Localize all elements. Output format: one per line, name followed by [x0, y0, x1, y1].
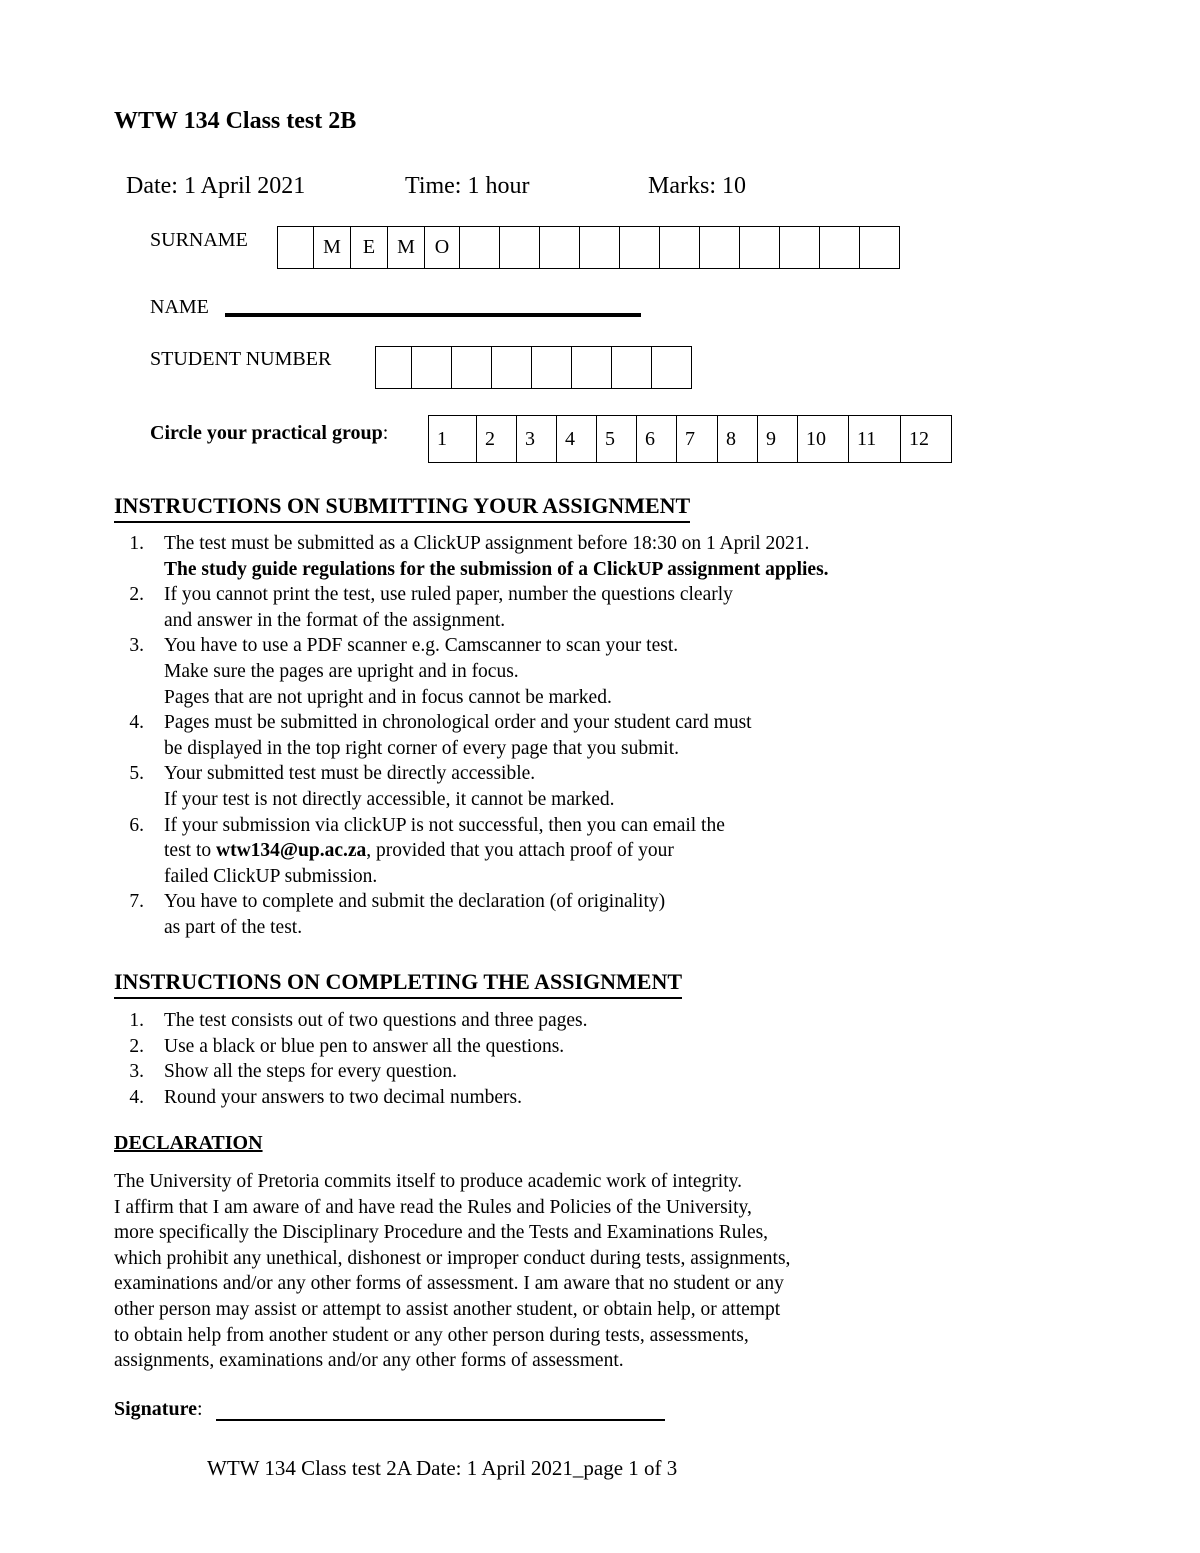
group-option[interactable]: 11	[849, 416, 901, 463]
list-item: 2. Use a black or blue pen to answer all the questions.	[129, 1035, 565, 1057]
group-colon: :	[382, 422, 389, 444]
signature-label-row	[114, 1398, 203, 1421]
student-number-box[interactable]	[652, 347, 692, 389]
group-option[interactable]: 8	[718, 416, 758, 463]
list-item: 1. The test must be submitted as a ClickUP assignment before 18:30 on 1 April 2021. The study guide regulations for the submission of a ClickUP assignment applies.	[129, 533, 829, 580]
surname-box[interactable]	[780, 227, 820, 269]
surname-box[interactable]	[580, 227, 620, 269]
surname-box[interactable]	[278, 227, 314, 269]
surname-box[interactable]	[500, 227, 540, 269]
surname-box[interactable]	[620, 227, 660, 269]
surname-box[interactable]: M	[388, 227, 425, 269]
signature-colon: :	[196, 1398, 203, 1420]
surname-box[interactable]: O	[425, 227, 460, 269]
list-item: 4. Round your answers to two decimal numbers.	[129, 1086, 522, 1108]
student-number-box[interactable]	[376, 347, 412, 389]
group-label: Circle your practical group	[150, 422, 383, 444]
list-item: 1. The test consists out of two questions and three pages.	[129, 1010, 588, 1031]
support-email[interactable]: wtw134@up.ac.za	[216, 840, 367, 862]
list-item: 3. You have to use a PDF scanner e.g. Camscanner to scan your test. Make sure the pages are upright and in focus. Pages that are not upright and in focus cannot be marked.	[129, 635, 679, 708]
declaration-text: The University of Pretoria commits itself to produce academic work of integrity. I affirm that I am aware of and have read the Rules and Policies of the University, more specifically the Disciplinary Procedure and the Tests and Examinations Rules, which prohibit any unethical, dishonest or improper conduct during tests, assignments, examinations and/or any other forms of assessment. I am aware that no student or any other person may assist or attempt to assist another student, or obtain help, or attempt to obtain help from another student or any other person during tests, assessments, assignments, examinations and/or any other forms of assessment.	[114, 1171, 791, 1372]
group-option[interactable]: 9	[758, 416, 798, 463]
group-option[interactable]: 3	[517, 416, 557, 463]
surname-label: SURNAME	[150, 229, 248, 251]
surname-box[interactable]	[860, 227, 900, 269]
group-option[interactable]: 7	[677, 416, 718, 463]
surname-boxes	[277, 226, 900, 269]
student-number-box[interactable]	[532, 347, 572, 389]
completing-heading: INSTRUCTIONS ON COMPLETING THE ASSIGNMENT	[114, 967, 682, 999]
test-date: Date: 1 April 2021	[126, 173, 306, 199]
surname-box[interactable]: E	[351, 227, 388, 269]
student-number-box[interactable]	[612, 347, 652, 389]
signature-field[interactable]	[216, 1419, 665, 1421]
group-option[interactable]: 1	[429, 416, 477, 463]
surname-box[interactable]	[540, 227, 580, 269]
surname-box[interactable]	[460, 227, 500, 269]
surname-box[interactable]	[700, 227, 740, 269]
surname-box[interactable]	[660, 227, 700, 269]
name-field[interactable]	[225, 313, 641, 317]
group-option[interactable]: 4	[557, 416, 597, 463]
declaration-heading: DECLARATION	[114, 1132, 263, 1154]
group-option[interactable]: 12	[901, 416, 952, 463]
submitting-heading: INSTRUCTIONS ON SUBMITTING YOUR ASSIGNMENT	[114, 491, 690, 523]
list-item: 5. Your submitted test must be directly accessible. If your test is not directly accessible, it cannot be marked.	[129, 763, 615, 810]
list-item: 7. You have to complete and submit the declaration (of originality) as part of the test.	[129, 891, 666, 938]
surname-box[interactable]: M	[314, 227, 351, 269]
group-options	[428, 415, 952, 463]
page-footer: WTW 134 Class test 2A Date: 1 April 2021_page 1 of 3	[207, 1456, 678, 1480]
completing-list	[114, 1008, 588, 1110]
list-item: 2. If you cannot print the test, use ruled paper, number the questions clearly and answer in the format of the assignment.	[129, 584, 733, 631]
name-label: NAME	[150, 296, 209, 318]
surname-box[interactable]	[740, 227, 780, 269]
student-number-box[interactable]	[412, 347, 452, 389]
page-title: WTW 134 Class test 2B	[114, 108, 357, 134]
test-time: Time: 1 hour	[405, 173, 530, 199]
list-item: 6. If your submission via clickUP is not successful, then you can email the test to wtw134@up.ac.za, provided that you attach proof of your failed ClickUP submission.	[129, 814, 725, 887]
student-number-box[interactable]	[452, 347, 492, 389]
group-option[interactable]: 2	[477, 416, 517, 463]
test-marks: Marks: 10	[648, 173, 746, 199]
list-item: 4. Pages must be submitted in chronological order and your student card must be displayed in the top right corner of every page that you submit.	[129, 712, 752, 759]
group-option[interactable]: 5	[597, 416, 637, 463]
student-number-label: STUDENT NUMBER	[150, 348, 332, 370]
surname-box[interactable]	[820, 227, 860, 269]
group-option[interactable]: 6	[637, 416, 677, 463]
student-number-box[interactable]	[492, 347, 532, 389]
list-item: 3. Show all the steps for every question.	[129, 1061, 457, 1083]
group-option[interactable]: 10	[798, 416, 849, 463]
submitting-list	[114, 531, 829, 941]
student-number-boxes	[375, 346, 692, 389]
student-number-box[interactable]	[572, 347, 612, 389]
signature-label: Signature	[114, 1398, 197, 1420]
